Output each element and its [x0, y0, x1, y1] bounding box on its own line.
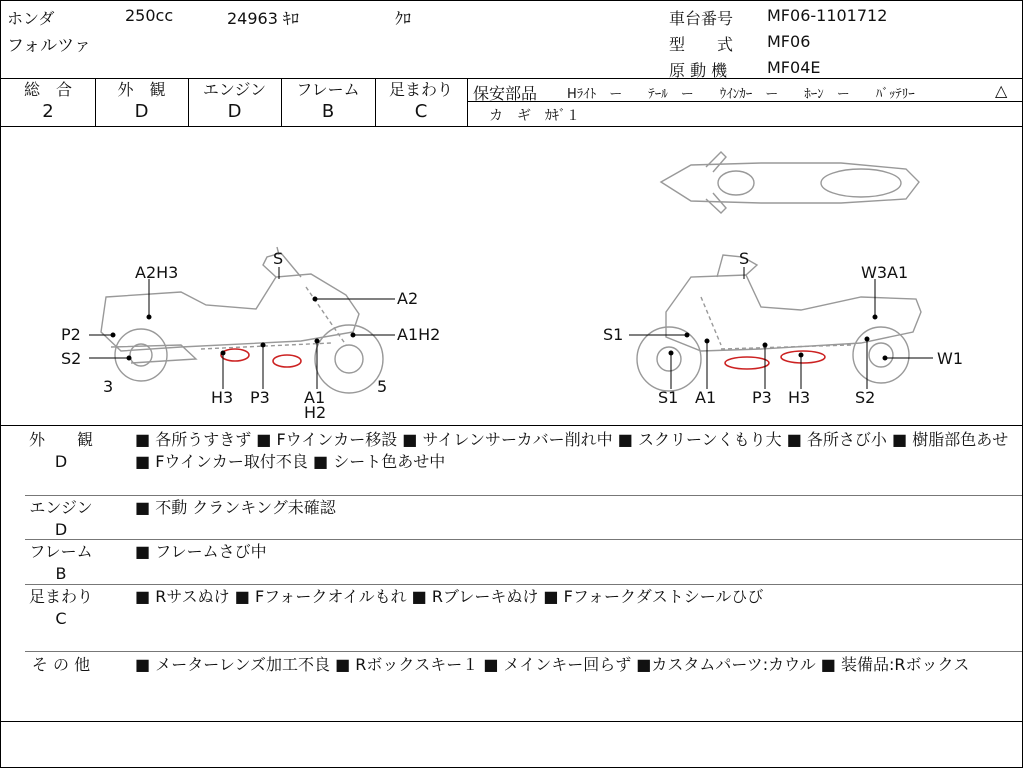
diagram-labels	[61, 249, 963, 422]
grade-value: 2	[42, 101, 54, 122]
section-title: フレーム	[29, 542, 93, 561]
leader-lines	[89, 267, 933, 389]
section-text-other: ■ メーターレンズ加工不良 ■ Rボックスキー１ ■ メインキー回らず ■カスタムパーツ:カウル ■ 装備品:Rボックス	[135, 655, 970, 674]
section-title: 足まわり	[28, 587, 93, 606]
damage-marks	[221, 349, 825, 369]
diagram-label: H3	[788, 388, 811, 407]
diagram-label: W1	[937, 349, 963, 368]
damage-diagram	[1, 127, 1022, 425]
section-grade: D	[54, 520, 68, 539]
grade-label: 総 合	[23, 80, 72, 99]
grade-label: 足まわり	[388, 80, 453, 99]
grade-suspension	[375, 79, 467, 125]
diagram-label: S1	[603, 325, 624, 344]
mileage: 24963 ｷﾛ	[227, 9, 299, 28]
damage-mark	[781, 351, 825, 363]
grade-value: B	[321, 101, 335, 122]
damage-mark	[221, 349, 249, 361]
diagram-label: H3	[211, 388, 234, 407]
diagram-label: S1	[658, 388, 679, 407]
grade-overall	[1, 79, 95, 125]
divider	[25, 584, 1022, 585]
grade-engine	[188, 79, 281, 125]
safety-items: Hﾗｲﾄ ー ﾃｰﾙ ー ｳｲﾝｶｰ ー ﾎｰﾝ ー ﾊﾞｯﾃﾘｰ	[567, 87, 915, 102]
divider	[1, 721, 1022, 722]
grade-value: D	[227, 101, 242, 122]
key-info: カ ギ ｶｷﾞ１	[489, 108, 580, 124]
diagram-label: P2	[61, 325, 81, 344]
diagram-label: A2H3	[135, 263, 179, 282]
diagram-label: A2	[397, 289, 419, 308]
section-grade: D	[54, 452, 68, 471]
section-label-exterior	[1, 429, 121, 473]
section-grade: B	[55, 564, 67, 583]
frame-no-label: 車台番号	[669, 9, 734, 28]
section-grade: C	[55, 609, 67, 628]
grade-value: C	[414, 101, 428, 122]
maker: ホンダ	[7, 9, 55, 28]
model-name: フォルツァ	[7, 36, 91, 56]
diagram-label: H2	[304, 403, 327, 422]
section-text-suspension: ■ Rサスぬけ ■ Fフォークオイルもれ ■ Rブレーキぬけ ■ Fフォークダストシールひび	[135, 587, 764, 606]
engine-label: 原 動 機	[669, 61, 728, 80]
section-label-suspension	[1, 586, 121, 630]
displacement: 250cc	[125, 6, 174, 25]
diagram-label: A1	[304, 388, 326, 407]
section-label-engine	[1, 497, 121, 541]
type-label: 型 式	[669, 35, 734, 54]
divider	[467, 78, 468, 126]
diagram-label: 3	[103, 377, 114, 396]
diagram-label: S	[273, 249, 284, 268]
grade-exterior	[95, 79, 188, 125]
triangle-icon: △	[995, 81, 1008, 100]
frame-no: MF06-1101712	[767, 6, 888, 25]
diagram-label: W3A1	[861, 263, 909, 282]
grade-label: エンジン	[202, 80, 267, 99]
diagram-label: A1	[695, 388, 717, 407]
grade-label: 外 観	[117, 80, 166, 99]
damage-mark	[725, 357, 769, 369]
diagram-label: 5	[377, 377, 388, 396]
color: ｸﾛ	[395, 9, 412, 28]
diagram-label: A1H2	[397, 325, 441, 344]
divider	[25, 495, 1022, 496]
section-text-frame: ■ フレームさび中	[135, 542, 267, 561]
diagram-label: S	[739, 249, 750, 268]
diagram-label: S2	[61, 349, 82, 368]
section-text-exterior: ■ 各所うすきず ■ Fウインカー移設 ■ サイレンサーカバー削れ中 ■ スクリーンくもり大 ■ 各所さび小 ■ 樹脂部色あせ ■ Fウインカー取付不良 ■ シート色あせ中	[135, 430, 1009, 471]
safety-label: 保安部品	[473, 84, 538, 103]
section-title: 外 観	[28, 430, 93, 449]
type-value: MF06	[767, 32, 811, 51]
grade-value: D	[134, 101, 149, 122]
section-title: そ の 他	[31, 655, 91, 674]
divider	[25, 539, 1022, 540]
section-title: エンジン	[29, 498, 93, 517]
engine-value: MF04E	[767, 58, 821, 77]
diagram-label: S2	[855, 388, 876, 407]
grade-frame	[281, 79, 375, 125]
grade-label: フレーム	[296, 80, 360, 99]
divider	[1, 425, 1022, 426]
section-label-frame	[1, 541, 121, 585]
divider	[25, 651, 1022, 652]
diagram-label: P3	[752, 388, 772, 407]
damage-mark	[273, 355, 301, 367]
diagram-label: P3	[250, 388, 270, 407]
section-text-engine: ■ 不動 クランキング未確認	[135, 498, 336, 517]
section-label-other	[1, 654, 121, 676]
scooter-top-sketch	[661, 152, 919, 213]
